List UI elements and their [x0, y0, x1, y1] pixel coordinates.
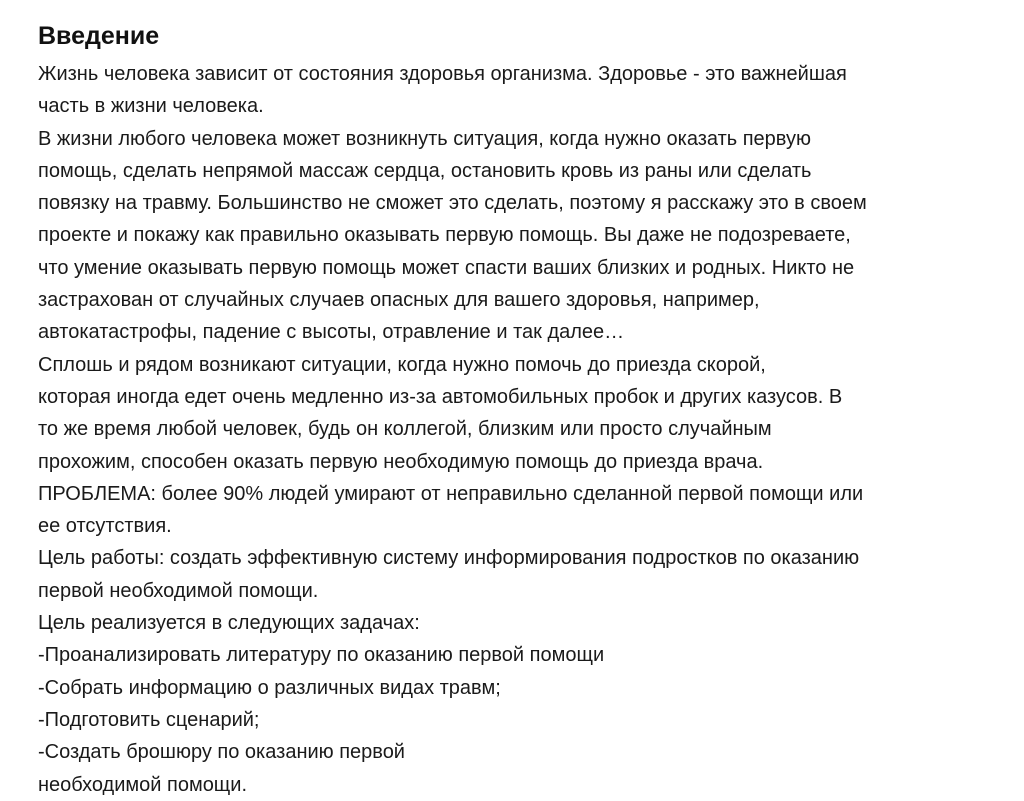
slide-body-text: [38, 58, 1013, 801]
text-line: прохожим, способен оказать первую необходимую помощь до приезда врача.: [38, 450, 764, 473]
text-line: ПРОБЛЕМА: более 90% людей умирают от неправильно сделанной первой помощи или: [38, 482, 864, 505]
text-line: -Подготовить сценарий;: [38, 708, 260, 731]
text-line: автокатастрофы, падение с высоты, отравление и так далее…: [38, 321, 625, 344]
text-line: проекте и покажу как правильно оказывать первую помощь. Вы даже не подозреваете,: [38, 224, 851, 247]
text-line: первой необходимой помощи.: [38, 579, 319, 602]
text-line: помощь, сделать непрямой массаж сердца, остановить кровь из раны или сделать: [38, 159, 812, 182]
text-line: необходимой помощи.: [38, 773, 247, 796]
text-line: Жизнь человека зависит от состояния здоровья организма. Здоровье - это важнейшая: [38, 63, 847, 85]
text-line: -Проанализировать литературу по оказанию первой помощи: [38, 644, 605, 667]
text-line: -Собрать информацию о различных видах травм;: [38, 676, 501, 699]
text-line: часть в жизни человека.: [38, 95, 264, 118]
text-line: В жизни любого человека может возникнуть ситуация, когда нужно оказать первую: [38, 127, 811, 150]
text-line: ее отсутствия.: [38, 515, 172, 538]
text-line: застрахован от случайных случаев опасных для вашего здоровья, например,: [38, 289, 760, 312]
text-line: что умение оказывать первую помощь может спасти ваших близких и родных. Никто не: [38, 256, 855, 279]
text-line: Сплошь и рядом возникают ситуации, когда нужно помочь до приезда скорой,: [38, 353, 766, 376]
text-line: Цель работы: создать эффективную систему информирования подростков по оказанию: [38, 547, 860, 570]
text-line: Цель реализуется в следующих задачах:: [38, 612, 420, 635]
slide-title: Введение: [38, 22, 160, 50]
text-line: то же время любой человек, будь он коллегой, близким или просто случайным: [38, 418, 772, 441]
text-line: -Создать брошюру по оказанию первой: [38, 741, 405, 764]
text-line: повязку на травму. Большинство не сможет это сделать, поэтому я расскажу это в своем: [38, 192, 867, 215]
text-line: которая иногда едет очень медленно из-за автомобильных пробок и других казусов. В: [38, 385, 843, 408]
